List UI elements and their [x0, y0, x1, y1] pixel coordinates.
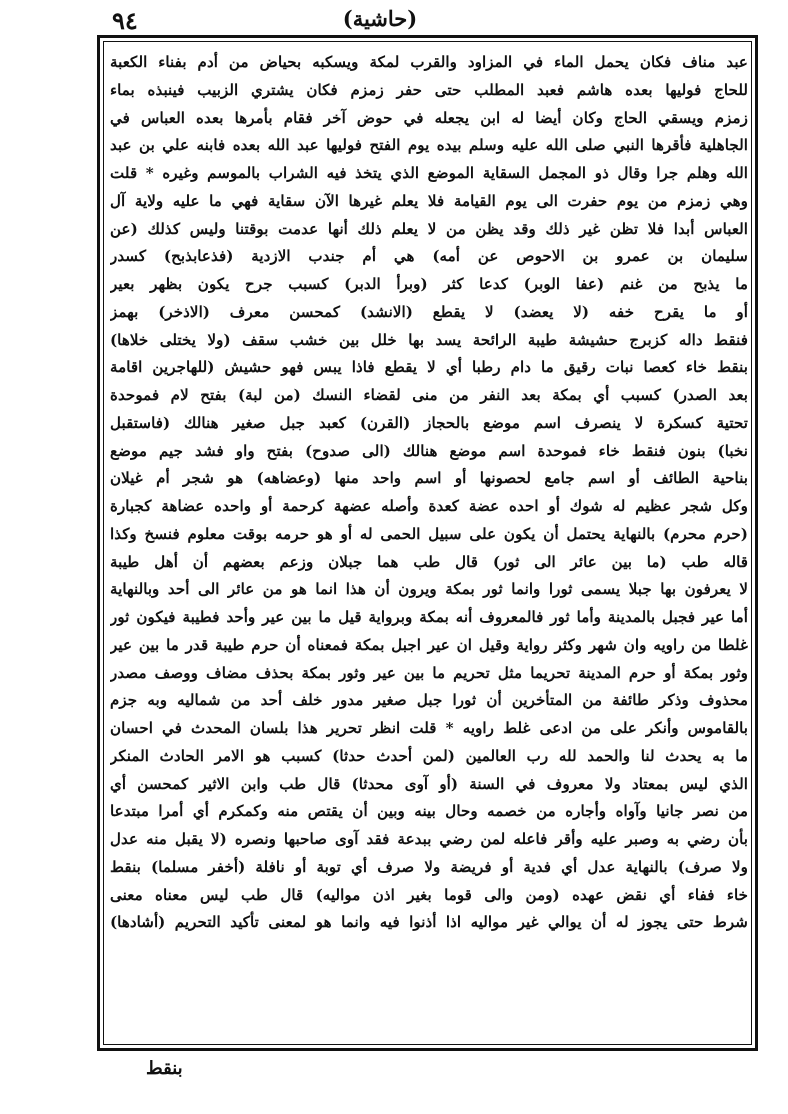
text-line: فنقط داله كزبرج حشيشة طيبة الرائحة يسد بها خلل بين خشب سقف (ولا يختلى خلاها)	[110, 330, 748, 349]
text-line: الذي ليس بمعتاد ولا معروف في السنة (أو آوى محدثا) قال طب وابن الاثير كمحسن أي	[110, 774, 748, 793]
text-line: ما به يحدث لنا والحمد لله رب العالمين (لمن أحدث حدثا) كسبب هو الامر الحادث المنكر	[110, 746, 748, 765]
text-line: شرط حتى يجوز له أن يوالي غير مواليه اذا أذنوا فيه وانما هو لمعنى تأكيد التحريم (أشادها)	[110, 913, 748, 932]
text-line: الله وهلم جرا وقال ذو المجمل السقاية الموضع الذي يتخذ فيه الشراب بالموسم وغيره * قلت	[110, 164, 748, 182]
text-line: من نصر جانيا وآواه وأجاره من خصمه وحال بينه وبين أن يقتص منه وكمكرم أي أمرا مبتدعا	[110, 802, 748, 821]
text-line: أما عير فجبل بالمدينة وأما ثور فالمعروف أنه بمكة وبرواية قيل ما بين عير وأحد فطيبة فيكون ثور	[110, 608, 748, 626]
text-line: بالقاموس وأنكر على من ادعى غلط راويه * قلت انظر تحرير هذا بلسان المحدث في احسان	[110, 719, 748, 737]
text-line: بناحية الطائف أو اسم جامع لحصونها أو اسم واحد منها (وعضاهه) هو شجر أم غيلان	[110, 469, 748, 488]
running-title: (حاشية)	[342, 6, 418, 31]
text-line: للحاج فوليها بعده هاشم فعبد المطلب حتى حفر زمزم فكان يشتري الزبيب فينبذه بماء	[110, 80, 748, 99]
text-line: بنقط خاء كعصا نبات رقيق ما دام رطبا أي لا يقطع فاذا يبس فهو حشيش (للهاجرين اقامة	[110, 358, 748, 377]
text-line: بأن رضي به وصبر عليه وأقر فاعله لمن رضي ببدعة فقد آوى صاحبها ونصره (لا يقبل منه عدل	[110, 830, 748, 848]
text-line: أو ما يقرح خفه (لا يعضد) لا يقطع (الانشد) كمحسن معرف (الاذخر) بهمز	[110, 302, 748, 321]
text-line: بعد الصدر) كسبب أي بمكة بعد النفر من منى لقضاء النسك (من لبة) بفتح لام فموحدة	[110, 386, 748, 404]
text-line: العباس أبدا فلا تظن غير ذلك وقد يظن من لا يعلم ذلك أنها عدمت بوقتنا وليس كذلك (عن	[110, 219, 748, 238]
text-line: الجاهلية فأقرها النبي صلى الله عليه وسلم بيده يوم الفتح فوليها عبد الله بعده فابنه علي بن عبد	[110, 136, 748, 155]
text-line: لا يعرفون بها جبلا يسمى ثورا وانما ثور بمكة ويرون أن هذا انما هو من عائر الى أحد وبالنهاية	[110, 580, 748, 599]
catchword: بنقط	[146, 1058, 183, 1079]
text-line: سليمان بن عمرو بن الاحوص عن أمه) هي أم جندب الازدية (فذعابذبح) كسدر	[110, 247, 748, 266]
text-line: محذوف وذكر طائفة من المتأخرين أن ثورا جبل صغير مدور خلف أحد من شماليه وبه جزم	[110, 691, 748, 710]
text-line: قاله طب (ما بين عائر الى ثور) قال طب هما جبلان وزعم بعضهم أن أهل طيبة	[110, 552, 748, 571]
text-line: وكل شجر عظيم له شوك أو احده عضة كعدة وأصله عضهة كرحمة أو واحده عضاهة كجبارة	[110, 497, 748, 515]
text-line: (حرم محرم) بالنهاية يحتمل أن يكون على سبيل الحمى له أو هو حرمه بوقت معلوم فنسخ وكذا	[110, 524, 748, 543]
text-line: خاء ففاء أي نقض عهده (ومن والى قوما بغير اذن مواليه) قال طب ليس معناه معنى	[110, 885, 748, 904]
text-line: تحتية كسكرة لا ينصرف اسم موضع بالحجاز (القرن) كعبد جبل صغير هنالك (فاستقبل	[110, 413, 748, 432]
text-line: غلطا من راويه وان شهر وكثر رواية وقيل ان عير اجبل بمكة فمعناه أن حرم طيبة قدر ما بين عير	[110, 635, 748, 654]
text-line: زمزم ويسقي الحاج وكان أيضا له ابن يجعله في حوض آخر فقام بأمرها بعده العباس في	[110, 108, 748, 127]
text-line: ما يذبح من غنم (عفا الوبر) كدعا كثر (وبرأ الدبر) كسبب جرح يكون بظهر بعير	[110, 275, 748, 293]
text-line: نخبا) بنون فنقط خاء فموحدة اسم موضع هنالك (الى صدوح) بفتح واو فشد جيم موضع	[110, 441, 748, 460]
text-line: وهي زمزم من يوم حفرت الى يوم القيامة فلا يعلم غيرها الآن سقاية فهي ما عليه ولاية آل	[110, 191, 748, 210]
text-line: عبد مناف فكان يحمل الماء في المزاود والقرب لمكة ويسكبه بحياض من أدم بفناء الكعبة	[110, 53, 748, 71]
text-line: ولا صرف) بالنهاية عدل أي فدية أو فريضة ولا صرف أي توبة أو نافلة (أخفر مسلما) بنقط	[110, 857, 748, 876]
text-line: وثور بمكة أو حرم المدينة تحريما مثل تحريم ما بين عير وثور بمكة بحذف مضاف ووصف مصدر	[110, 663, 748, 682]
text-block	[110, 49, 748, 1049]
page-number: ٩٤	[112, 6, 138, 35]
